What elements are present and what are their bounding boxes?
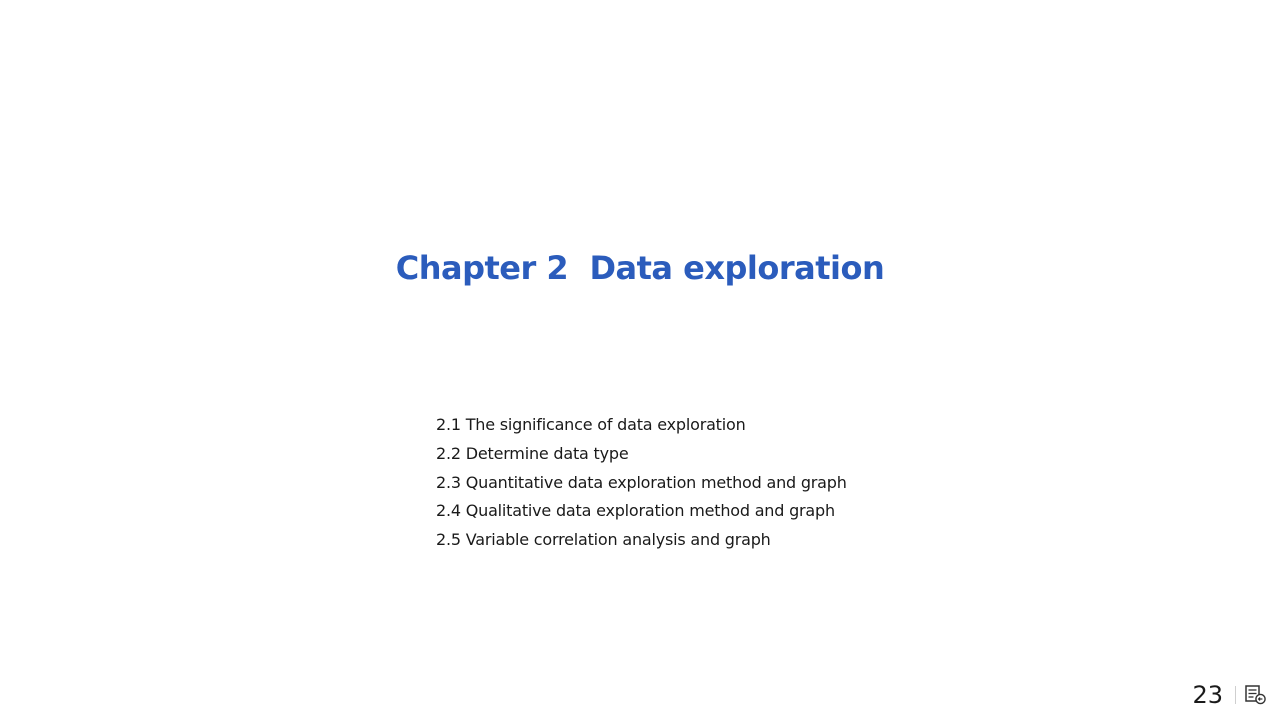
toc-item-2-2: 2.2 Determine data type [436, 443, 629, 463]
toc-item-2-4: 2.4 Qualitative data exploration method and graph [436, 501, 835, 521]
footer-divider [1235, 686, 1236, 704]
chapter-title: Chapter 2 Data exploration [395, 249, 885, 287]
toc-item-2-5: 2.5 Variable correlation analysis and graph [436, 530, 771, 550]
page-number: 23 [1192, 681, 1223, 709]
toc-item-2-3: 2.3 Quantitative data exploration method and graph [436, 472, 847, 492]
chapter-contents-list [436, 411, 847, 555]
toc-item-2-1: 2.1 The significance of data exploration [436, 415, 746, 434]
slide-notes-icon[interactable] [1244, 683, 1268, 707]
slide-notes-icon-graphic [1245, 685, 1267, 705]
slide-footer [1192, 680, 1268, 710]
